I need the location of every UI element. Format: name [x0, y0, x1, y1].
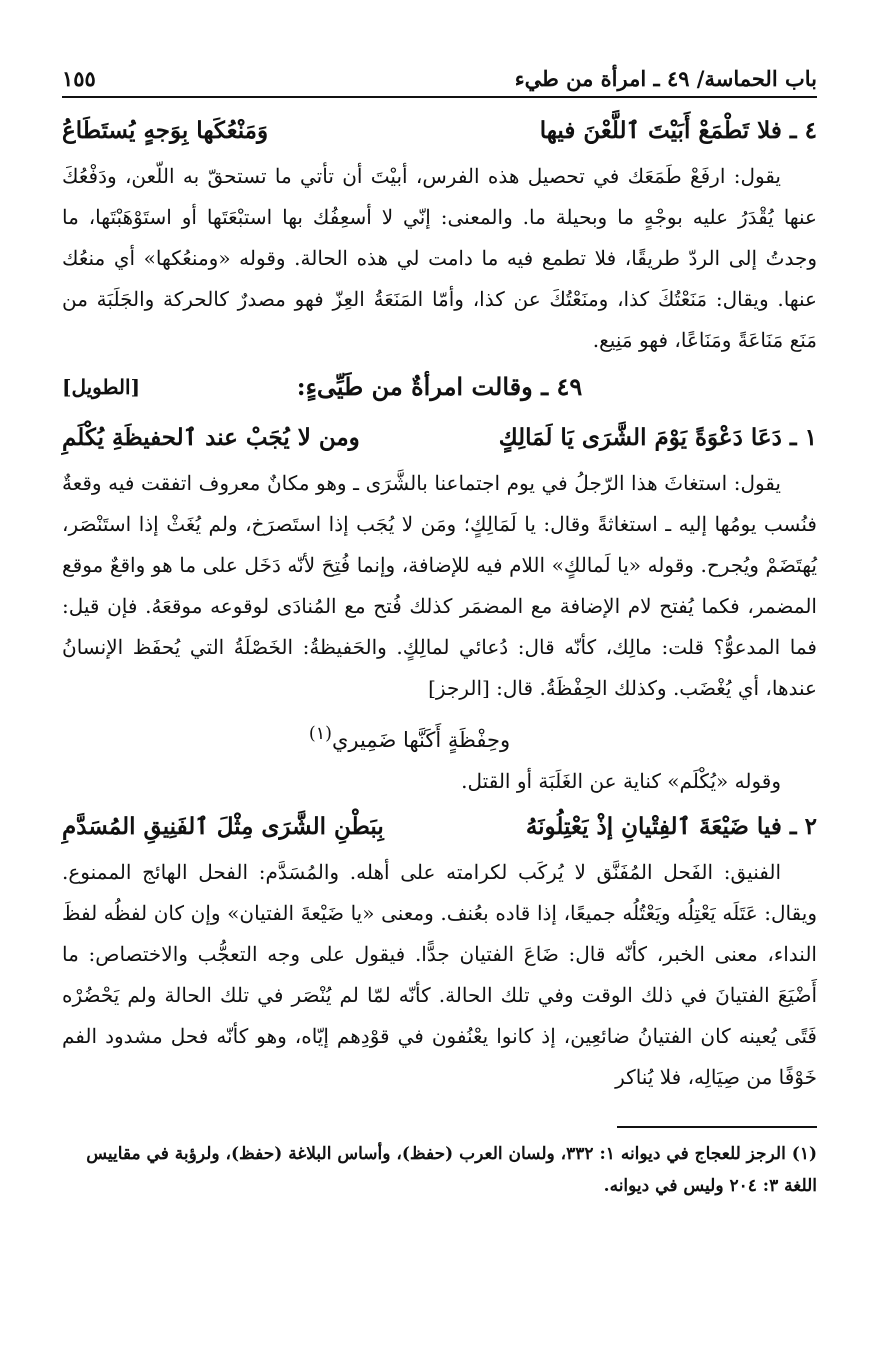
meter-label: [الطويل] — [62, 375, 141, 399]
footnote-separator — [617, 1126, 817, 1128]
page-body — [62, 106, 817, 1202]
verse-1 — [62, 413, 817, 463]
verse-4-first-hemistich: ٤ ـ فلا تَطْمَعْ أَبَيْتَ ٱللَّعْنَ فيها — [539, 117, 817, 144]
section-heading — [62, 361, 817, 413]
verse-2-first-hemistich: ٢ ـ فيا ضَيْعَةَ ٱلفِتْيانِ إذْ يَعْتِلُونَهُ — [525, 813, 817, 840]
verse-4 — [62, 106, 817, 156]
footnote-marker: (١) — [308, 724, 332, 744]
verse-4-second-hemistich: وَمَنْعُكَها بِوَجهٍ يُستَطَاعُ — [62, 117, 269, 144]
footnote: (١) الرجز للعجاج في ديوانه ١: ٣٣٢، ولسان العرب (حفظ)، وأساس البلاغة (حفظ)، ولرؤبة في مقاييس اللغة ٣: ٢٠٤ وليس في ديوانه. — [86, 1144, 817, 1196]
section-title: ٤٩ ـ وقالت امرأةٌ من طَيِّىءٍ: — [296, 372, 583, 401]
quoted-poem-text: وحِفْظَةٍ أَكَنَّها ضَمِيري — [331, 728, 511, 752]
commentary-paragraph-2: يقول: استغاثَ هذا الرّجلُ في يوم اجتماعنا بالشَّرَى ـ وهو مكانٌ معروف اتفقت فيه وقعةٌ فنُسب يومُها إليه ـ استغاثةً وقال: يا لَمَالِكٍ؛ ومَن لا يُجَب إذا استَصرَخ، ولم يُغَثْ إذا استَنْصَر، يُهتَضَمْ ويُجرح. وقوله «يا لَمالكٍ» اللام فيه للإضافة، وإنما فُتِحَ لأنّه دَخَل على ما هو واقعٌ موقع المضمر، فكما يُفتح لام الإضافة مع المضمَر كذلك فُتح مع المُنادَى لوقوعه موقعَهُ. فإن قيل: فما المدعوُّ؟ قلت: مالِك، كأنّه قال: دُعائي لمالِكٍ. والحَفيظةُ: الخَصْلَةُ التي يُحفَظ الإنسانُ عندها، أي يُغْضَب. وكذلك الحِفْظَةُ. قال: [الرجز] — [62, 471, 817, 700]
verse-2-second-hemistich: بِبَطْنِ الشَّرَى مِثْلَ ٱلفَنِيقِ المُسَدَّمِ — [62, 813, 384, 840]
page-number: ١٥٥ — [62, 66, 96, 91]
verse-1-first-hemistich: ١ ـ دَعَا دَعْوَةً يَوْمَ الشَّرَى يَا لَمَالِكٍ — [498, 424, 817, 451]
page-header — [62, 62, 817, 98]
commentary-paragraph-4: الفنيق: الفَحل المُفَنَّق لا يُركَب لكرامته على أهله. والمُسَدَّم: الفحل الهائج الممنوع. ويقال: عَتَلَه يَعْتِلُه ويَعْتُلُه جميعًا، إذا قاده بعُنف. ومعنى «يا ضَيْعةَ الفتيان» وإن كان لفظُه لفظَ النداء، معنى الخبر، كأنّه قال: ضَاعَ الفتيان جدًّا. فيقول على وجه التعجُّب والاختصاص: ما أَضْيَعَ الفتيانَ في ذلك الوقت وفي تلك الحالة. كأنّه لمّا لم يُنْصَر في تلك الحالة ولم يَحْضُرْه فَتًى يُعينه كان الفتيانُ ضائعِين، إذ كانوا يعْنُفون في قوْدِهم إيّاه، وهو كأنّه فحل مشدود الفم خَوْفًا من صِيَالِه، فلا يُناكر — [62, 860, 817, 1089]
quoted-poem-line — [62, 709, 817, 761]
commentary-paragraph-3: وقوله «يُكْلَم» كناية عن الغَلَبَة أو القتل. — [461, 769, 781, 793]
verse-2 — [62, 802, 817, 852]
commentary-paragraph-1: يقول: ارفَعْ طَمَعَك في تحصيل هذه الفرس، أبيْتَ أن تأتي ما تستحقّ به اللّعن، ودَفْعُكَ عنها يُقْدَرُ عليه بوجْهٍ ما وبحيلة ما. والمعنى: إنّي لا أسعِفُك بها استبْعَتَها أو استَوْهَبْتَها، ما وجدتُ إلى الردّ طريقًا، فلا تطمع فيه ما دامت لي هذه الحالة. وقوله «ومنعُكها» أي منعُك عنها. ويقال: مَنَعْتُكَ كذا، ومنَعْتُكَ عن كذا، وأمّا المَنَعَةُ العِزّ فهو مصدرٌ كالحركة والجَلَبَة من مَنَع مَنَاعَةً ومَنَاعًا، فهو مَنِيع. — [62, 164, 817, 352]
running-head: باب الحماسة/ ٤٩ ـ امرأة من طيء — [514, 66, 817, 91]
verse-1-second-hemistich: ومن لا يُجَبْ عند ٱلحفيظَةِ يُكْلَمِ — [62, 424, 360, 451]
